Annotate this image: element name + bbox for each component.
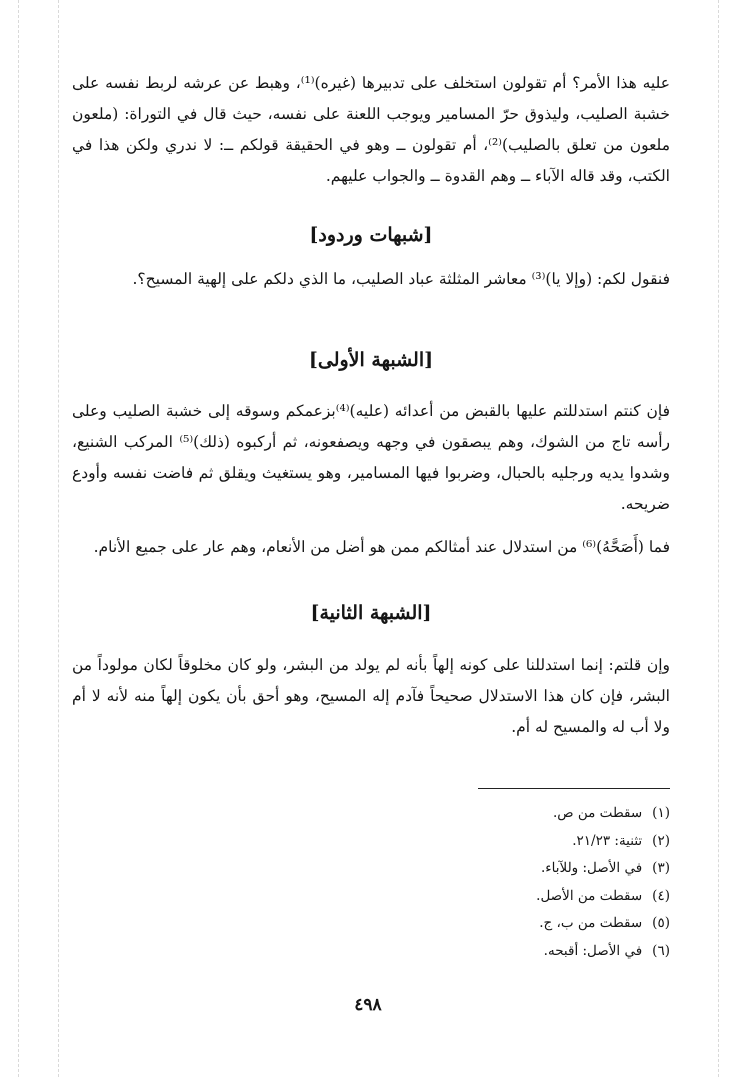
footnote-number: (٤) bbox=[652, 887, 670, 904]
footnote-item bbox=[300, 938, 670, 966]
footnote-text: سقطت من الأصل. bbox=[536, 887, 643, 904]
scan-guide-line bbox=[58, 0, 59, 1077]
paragraph-second-doubt: وإن قلتم: إنما استدللنا على كونه إلهاً بأنه لم يولد من البشر، ولو كان مخلوقاً لكان مولوداً من البشر، فإن كان هذا الاستدلال صحيحاً فآدم إله المسيح، وهو أحق بأن يكون إلهاً منه لأنه لا أم ولا أب له والمسيح له أم. bbox=[72, 656, 670, 736]
footnote-text: في الأصل: أقبحه. bbox=[543, 942, 643, 959]
scan-guide-line bbox=[18, 0, 19, 1077]
heading-shubuhat: [شبهات وردود] bbox=[309, 224, 433, 246]
paragraph-first-doubt-reply: فما (أَصَحَّهُ)⁽⁶⁾ من استدلال عند أمثالكم ممن هو أضل من الأنعام، وهم عار على جميع الأنام. bbox=[93, 538, 670, 556]
footnote-number: (١) bbox=[652, 805, 670, 821]
footnote-number: (٢) bbox=[652, 832, 670, 849]
footnote-divider bbox=[478, 788, 670, 789]
footnote-text: في الأصل: وللآباء. bbox=[541, 860, 643, 876]
footnote-number: (٣) bbox=[652, 860, 670, 876]
footnote-text: سقطت من ص. bbox=[552, 805, 643, 821]
heading-second-doubt: [الشبهة الثانية] bbox=[310, 602, 432, 624]
footnote-text: سقطت من ب، ج. bbox=[539, 915, 643, 931]
paragraph-first-doubt: فإن كنتم استدللتم عليها بالقبض من أعدائه (عليه)⁽⁴⁾بزعمكم وسوقه إلى خشبة الصليب وعلى رأسه تاج من الشوك، وهم يبصقون في وجهه ويصفعونه، ثم أركبوه (ذلك)⁽⁵⁾ المركب الشنيع، وشدوا يديه ورجليه بالحبال، وضربوا فيها المسامير، وهو يستغيث ويقلق ثم فاضت نفسه وأودع ضريحه. bbox=[72, 402, 670, 513]
footnote-item bbox=[300, 828, 670, 856]
heading-first-doubt: [الشبهة الأولى] bbox=[308, 349, 434, 371]
footnotes bbox=[300, 800, 670, 965]
scan-guide-line bbox=[718, 0, 719, 1077]
footnote-item bbox=[300, 800, 670, 828]
footnote-number: (٦) bbox=[652, 942, 670, 959]
footnote-text: تثنية: ٢١/٢٣. bbox=[572, 832, 643, 849]
paragraph-question: فنقول لكم: (وإلا يا)⁽³⁾ معاشر المثلثة عباد الصليب، ما الذي دلكم على إلهية المسيح؟. bbox=[132, 270, 670, 288]
footnote-item bbox=[300, 910, 670, 938]
footnote-number: (٥) bbox=[652, 915, 670, 931]
paragraph-intro: عليه هذا الأمر؟ أم تقولون استخلف على تدبيرها (غيره)⁽¹⁾، وهبط عن عرشه لربط نفسه على خشبة الصليب، وليذوق حرّ المسامير ويوجب اللعنة على نفسه، حيث قال في التوراة: (ملعون ملعون من تعلق بالصليب)⁽²⁾، أم تقولون ــ وهو في الحقيقة قولكم ــ: لا ندري ولكن هذا في الكتب، وقد قاله الآباء ــ وهم القدوة ــ والجواب عليهم. bbox=[72, 74, 670, 185]
footnote-item bbox=[300, 883, 670, 911]
footnote-item bbox=[300, 855, 670, 883]
page-number: ٤٩٨ bbox=[354, 995, 382, 1015]
